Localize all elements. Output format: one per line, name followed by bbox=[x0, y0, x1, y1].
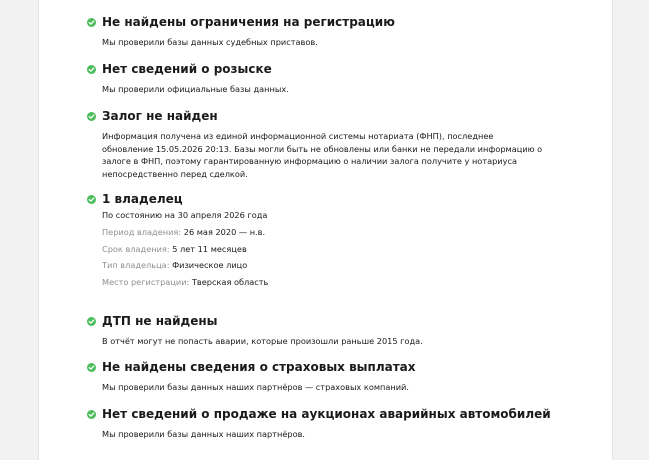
check-title: Не найдены ограничения на регистрацию bbox=[102, 15, 395, 29]
check-circle-icon bbox=[87, 363, 96, 372]
detail-ownership-period: Период владения: 26 мая 2020 — н.в. bbox=[102, 227, 266, 237]
check-description: Мы проверили официальные базы данных. bbox=[102, 84, 289, 94]
check-circle-icon bbox=[87, 317, 96, 326]
check-title: Нет сведений о розыске bbox=[102, 62, 272, 76]
check-circle-icon bbox=[87, 65, 96, 74]
check-description: Мы проверили базы данных судебных приставов. bbox=[102, 37, 318, 47]
report-card bbox=[38, 0, 613, 460]
check-title: 1 владелец bbox=[102, 192, 183, 206]
check-circle-icon bbox=[87, 18, 96, 27]
check-description: Мы проверили базы данных наших партнёров — страховых компаний. bbox=[102, 382, 409, 392]
check-circle-icon bbox=[87, 112, 96, 121]
check-description: Мы проверили базы данных наших партнёров. bbox=[102, 429, 306, 439]
check-description: В отчёт могут не попасть аварии, которые произошли раньше 2015 года. bbox=[102, 336, 423, 346]
check-circle-icon bbox=[87, 195, 96, 204]
owner-details bbox=[102, 224, 268, 291]
check-title: Залог не найден bbox=[102, 109, 218, 123]
detail-registration-place: Место регистрации: Тверская область bbox=[102, 277, 269, 288]
check-title: Нет сведений о продаже на аукционах аварийных автомобилей bbox=[102, 407, 551, 421]
check-title: ДТП не найдены bbox=[102, 314, 218, 328]
check-description: По состоянию на 30 апреля 2026 года bbox=[102, 210, 268, 220]
check-circle-icon bbox=[87, 410, 96, 419]
detail-owner-type: Тип владельца: Физическое лицо bbox=[102, 260, 248, 271]
check-title: Не найдены сведения о страховых выплатах bbox=[102, 360, 416, 374]
check-list bbox=[39, 0, 612, 460]
detail-ownership-duration: Срок владения: 5 лет 11 месяцев bbox=[102, 243, 247, 254]
check-description: Информация получена из единой информационной системы нотариата (ФНП), последнее обновление 15.05.2026 20:13. Базы могли быть не обновлены или банки не передали информацию о залоге в ФНП, поэтому гарантированную информацию о наличии залога получите у нотариуса непосредственно перед сделкой. bbox=[102, 131, 543, 179]
